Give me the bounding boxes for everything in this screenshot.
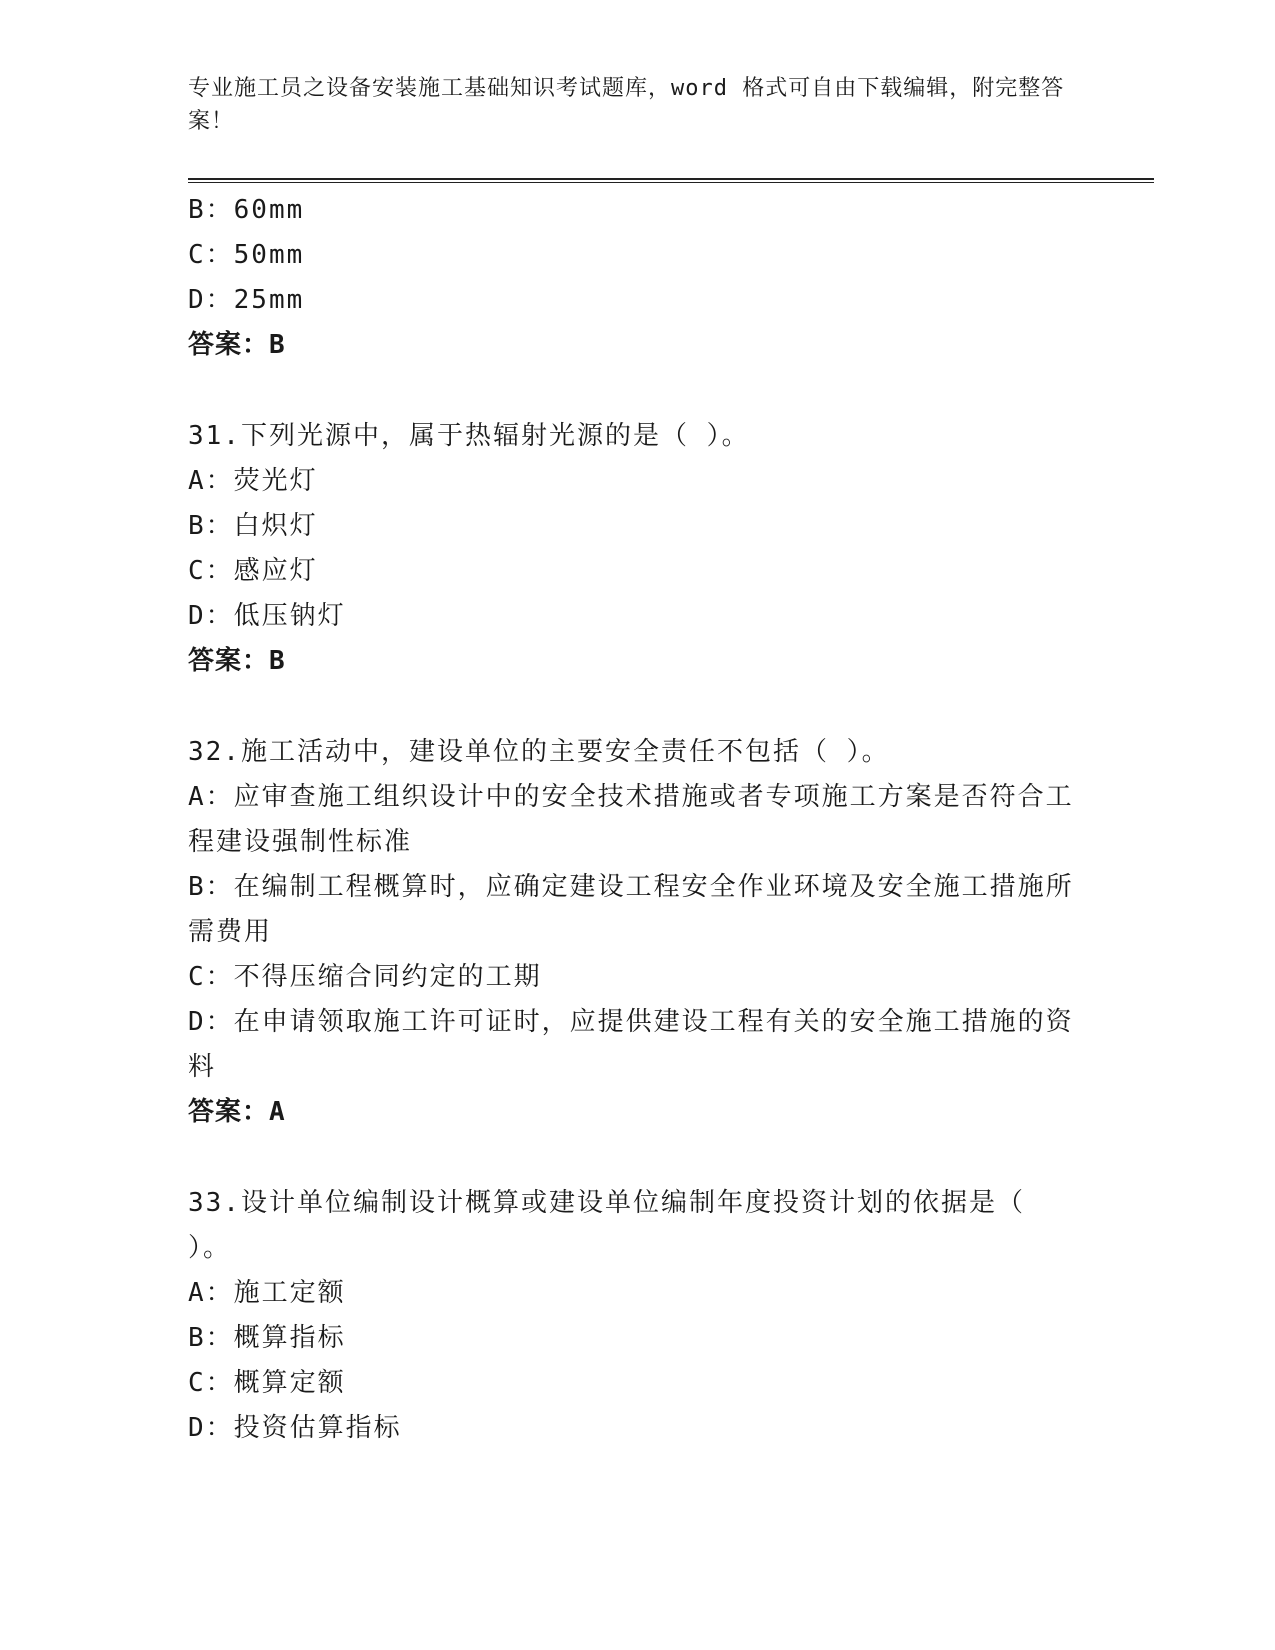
option-a: A：施工定额 — [188, 1278, 346, 1308]
option-d: D：25mm — [188, 285, 305, 315]
header-title: 专业施工员之设备安装施工基础知识考试题库，word 格式可自由下载编辑，附完整答案！ — [188, 76, 1065, 134]
option-b: B：白炽灯 — [188, 511, 318, 541]
spacer — [188, 684, 1078, 730]
option-b: B：60mm — [188, 195, 305, 225]
question-stem: 31.下列光源中，属于热辐射光源的是（ ）。 — [188, 421, 750, 451]
document-header — [188, 72, 1068, 138]
spacer — [188, 1135, 1078, 1181]
answer-label: 答案：B — [188, 330, 286, 360]
option-d: D：在申请领取施工许可证时，应提供建设工程有关的安全施工措施的资料 — [188, 1007, 1074, 1082]
header-divider — [188, 178, 1154, 183]
option-c: C：感应灯 — [188, 556, 318, 586]
option-a: A：应审查施工组织设计中的安全技术措施或者专项施工方案是否符合工程建设强制性标准 — [188, 782, 1074, 857]
option-c: C：50mm — [188, 240, 305, 270]
option-d: D：低压钠灯 — [188, 601, 346, 631]
document-body — [188, 188, 1078, 1451]
option-b: B：在编制工程概算时，应确定建设工程安全作业环境及安全施工措施所需费用 — [188, 872, 1074, 947]
answer-label: 答案：A — [188, 1097, 286, 1127]
option-c: C：不得压缩合同约定的工期 — [188, 962, 542, 992]
question-stem: 33.设计单位编制设计概算或建设单位编制年度投资计划的依据是（ ）。 — [188, 1188, 1025, 1263]
answer-label: 答案：B — [188, 646, 286, 676]
option-c: C：概算定额 — [188, 1368, 346, 1398]
option-a: A：荧光灯 — [188, 466, 318, 496]
option-b: B：概算指标 — [188, 1323, 346, 1353]
question-stem: 32.施工活动中，建设单位的主要安全责任不包括（ ）。 — [188, 737, 890, 767]
option-d: D：投资估算指标 — [188, 1413, 402, 1443]
spacer — [188, 368, 1078, 414]
